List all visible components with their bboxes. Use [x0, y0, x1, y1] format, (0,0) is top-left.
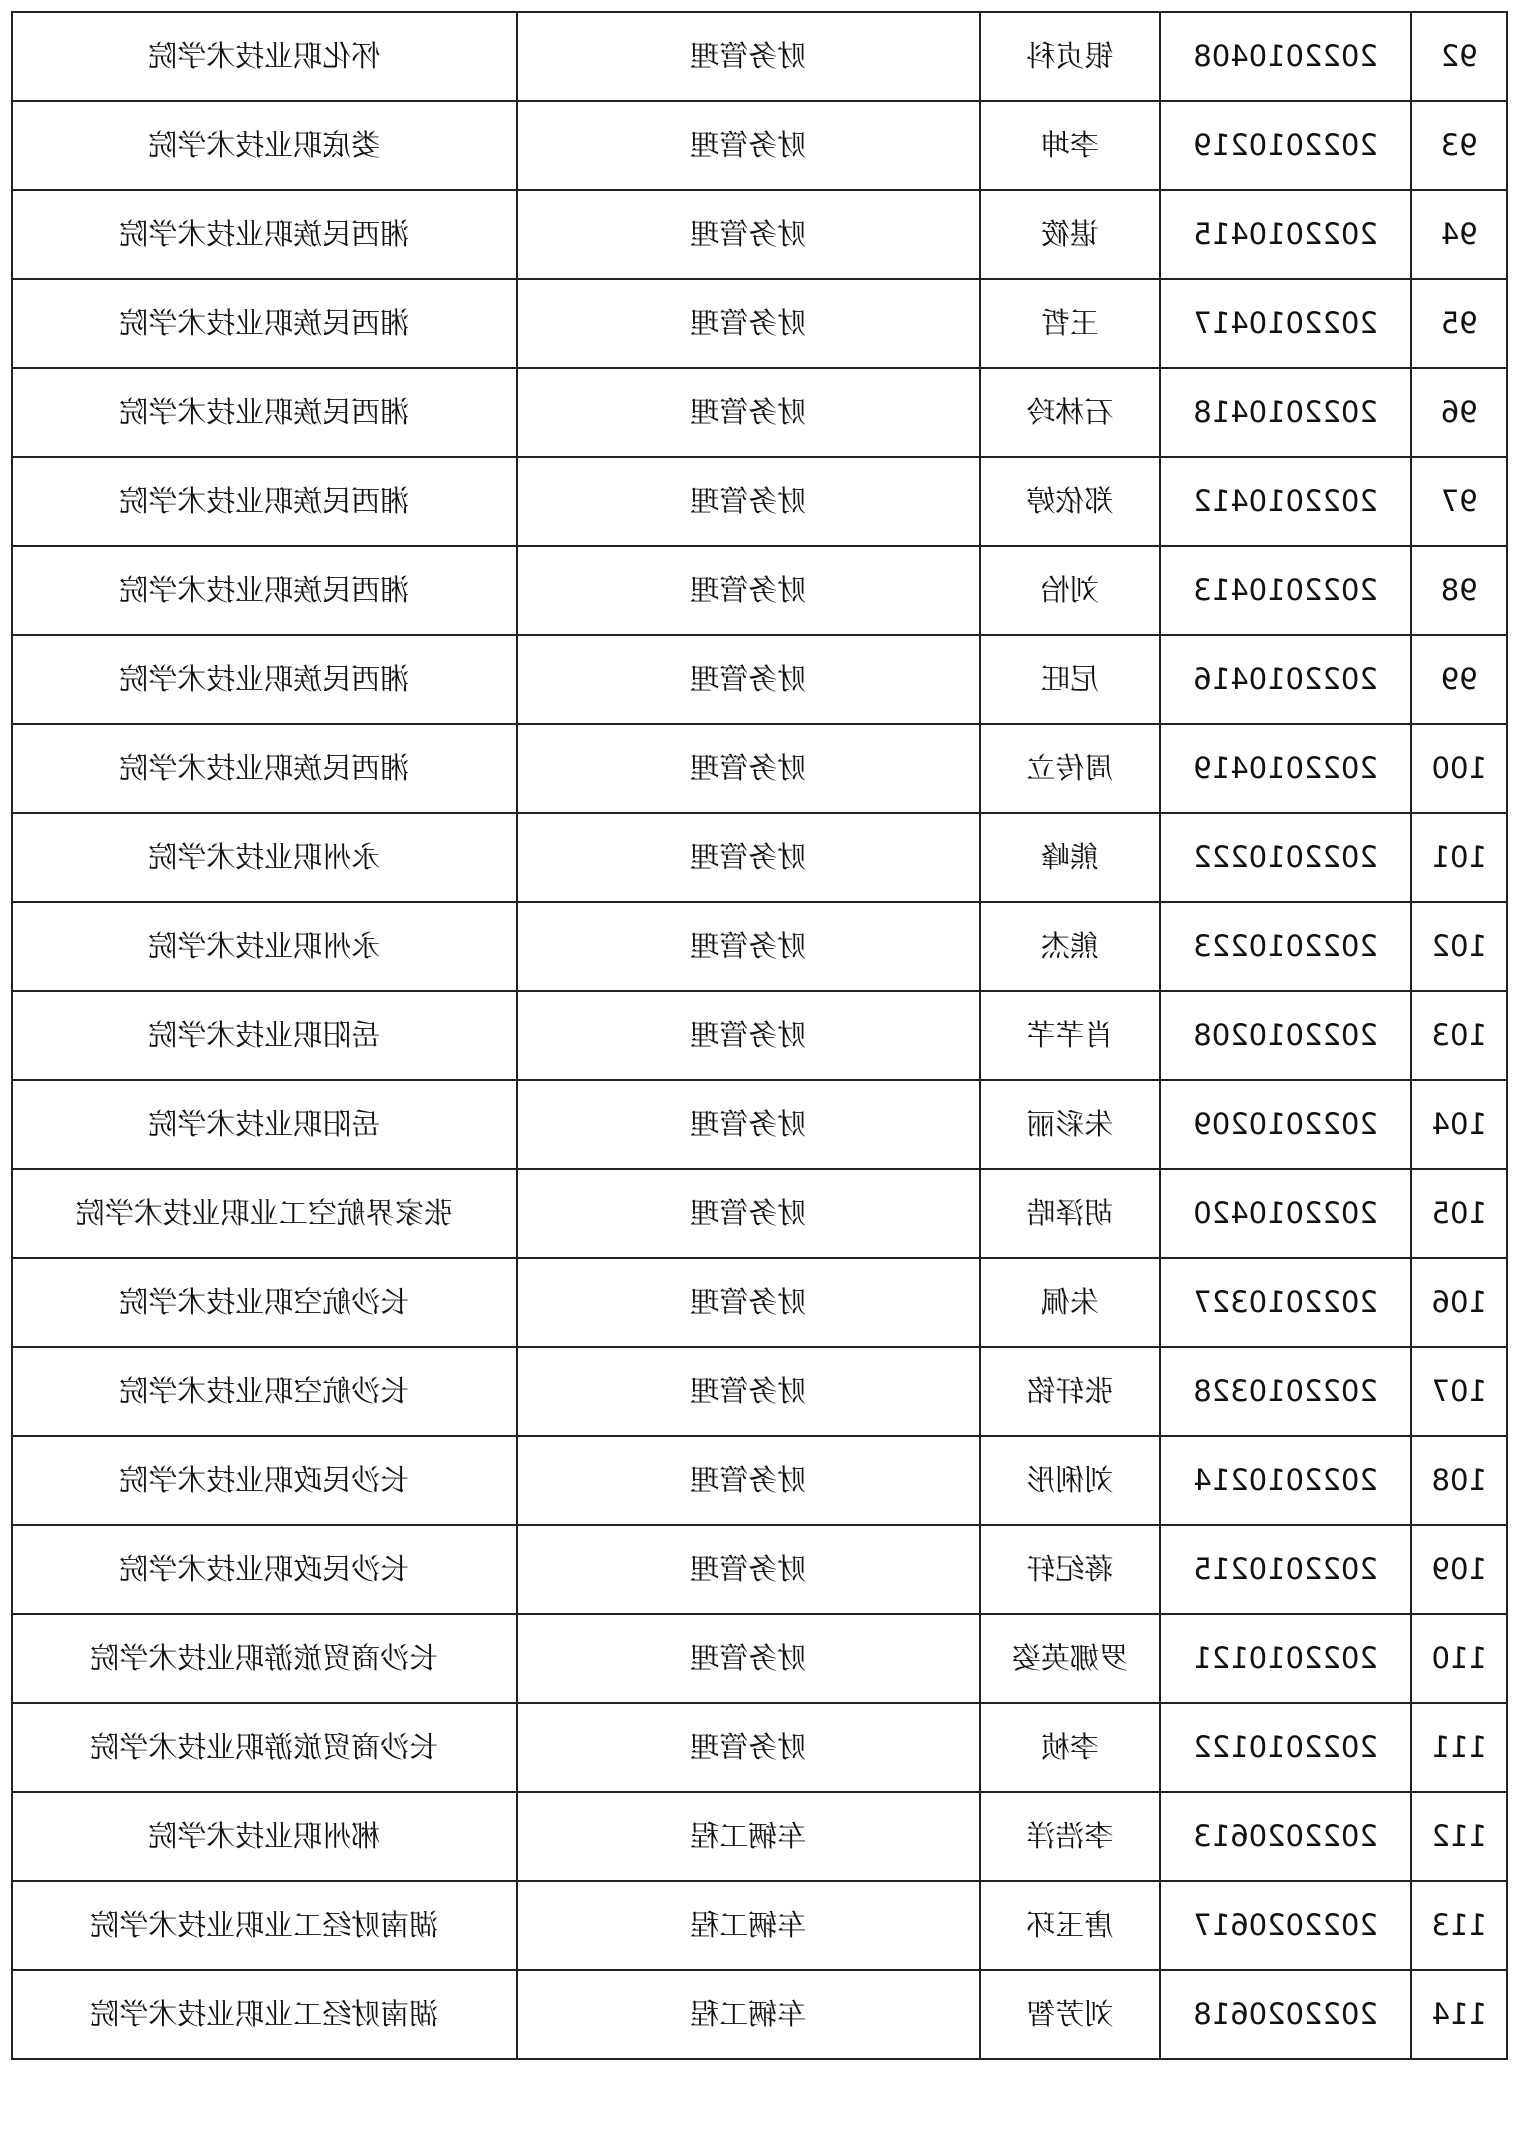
row-number-cell: 106 — [1411, 1258, 1507, 1347]
student-id-cell: 2022010121 — [1160, 1614, 1412, 1703]
school-cell: 怀化职业技术学院 — [12, 12, 517, 101]
major-cell: 财务管理 — [517, 1703, 980, 1792]
school-cell: 湘西民族职业技术学院 — [12, 457, 517, 546]
student-name-cell: 谌筱 — [980, 190, 1160, 279]
major-cell: 财务管理 — [517, 368, 980, 457]
major-cell: 财务管理 — [517, 1525, 980, 1614]
row-number-cell: 92 — [1411, 12, 1507, 101]
table-row — [12, 813, 1507, 902]
school-cell: 长沙商贸旅游职业技术学院 — [12, 1614, 517, 1703]
student-id-cell: 2022010122 — [1160, 1703, 1412, 1792]
table-row — [12, 457, 1507, 546]
table-row — [12, 1970, 1507, 2059]
row-number-cell: 114 — [1411, 1970, 1507, 2059]
school-cell: 永州职业技术学院 — [12, 902, 517, 991]
student-name-cell: 王哲 — [980, 279, 1160, 368]
school-cell: 永州职业技术学院 — [12, 813, 517, 902]
student-id-cell: 2022010413 — [1160, 546, 1412, 635]
student-id-cell: 2022010327 — [1160, 1258, 1412, 1347]
student-id-cell: 2022010208 — [1160, 991, 1412, 1080]
row-number-cell: 100 — [1411, 724, 1507, 813]
student-name-cell: 周传立 — [980, 724, 1160, 813]
school-cell: 长沙民政职业技术学院 — [12, 1436, 517, 1525]
row-number-cell: 112 — [1411, 1792, 1507, 1881]
student-name-cell: 朱佩 — [980, 1258, 1160, 1347]
row-number-cell: 111 — [1411, 1703, 1507, 1792]
row-number-cell: 101 — [1411, 813, 1507, 902]
major-cell: 财务管理 — [517, 902, 980, 991]
student-id-cell: 2022020613 — [1160, 1792, 1412, 1881]
row-number-cell: 94 — [1411, 190, 1507, 279]
major-cell: 财务管理 — [517, 1347, 980, 1436]
student-id-cell: 2022010219 — [1160, 101, 1412, 190]
school-cell: 湘西民族职业技术学院 — [12, 546, 517, 635]
table-row — [12, 1169, 1507, 1258]
student-id-cell: 2022020617 — [1160, 1881, 1412, 1970]
student-name-cell: 尼旺 — [980, 635, 1160, 724]
major-cell: 车辆工程 — [517, 1970, 980, 2059]
school-cell: 长沙航空职业技术学院 — [12, 1347, 517, 1436]
table-row — [12, 1614, 1507, 1703]
school-cell: 湘西民族职业技术学院 — [12, 190, 517, 279]
student-id-cell: 2022010418 — [1160, 368, 1412, 457]
row-number-cell: 109 — [1411, 1525, 1507, 1614]
school-cell: 长沙商贸旅游职业技术学院 — [12, 1703, 517, 1792]
major-cell: 车辆工程 — [517, 1792, 980, 1881]
major-cell: 车辆工程 — [517, 1881, 980, 1970]
major-cell: 财务管理 — [517, 12, 980, 101]
table-row — [12, 190, 1507, 279]
student-id-cell: 2022010214 — [1160, 1436, 1412, 1525]
row-number-cell: 108 — [1411, 1436, 1507, 1525]
row-number-cell: 93 — [1411, 101, 1507, 190]
major-cell: 财务管理 — [517, 546, 980, 635]
student-name-cell: 银贞科 — [980, 12, 1160, 101]
student-id-cell: 2022010419 — [1160, 724, 1412, 813]
student-id-cell: 2022010415 — [1160, 190, 1412, 279]
student-id-cell: 2022010416 — [1160, 635, 1412, 724]
student-id-cell: 2022010223 — [1160, 902, 1412, 991]
student-name-cell: 唐玉环 — [980, 1881, 1160, 1970]
student-name-cell: 朱彩丽 — [980, 1080, 1160, 1169]
row-number-cell: 107 — [1411, 1347, 1507, 1436]
school-cell: 张家界航空工业职业技术学院 — [12, 1169, 517, 1258]
student-name-cell: 郑依婷 — [980, 457, 1160, 546]
row-number-cell: 98 — [1411, 546, 1507, 635]
row-number-cell: 99 — [1411, 635, 1507, 724]
table-row — [12, 368, 1507, 457]
student-name-cell: 罗娜英姿 — [980, 1614, 1160, 1703]
student-name-cell: 肖芊芊 — [980, 991, 1160, 1080]
school-cell: 湘西民族职业技术学院 — [12, 368, 517, 457]
student-name-cell: 刘俐彤 — [980, 1436, 1160, 1525]
table-row — [12, 635, 1507, 724]
table-row — [12, 1436, 1507, 1525]
school-cell: 娄底职业技术学院 — [12, 101, 517, 190]
school-cell: 岳阳职业技术学院 — [12, 991, 517, 1080]
major-cell: 财务管理 — [517, 279, 980, 368]
school-cell: 湘西民族职业技术学院 — [12, 635, 517, 724]
row-number-cell: 95 — [1411, 279, 1507, 368]
table-row — [12, 1080, 1507, 1169]
row-number-cell: 97 — [1411, 457, 1507, 546]
student-id-cell: 2022010222 — [1160, 813, 1412, 902]
major-cell: 财务管理 — [517, 635, 980, 724]
table-row — [12, 279, 1507, 368]
row-number-cell: 113 — [1411, 1881, 1507, 1970]
student-id-cell: 2022010417 — [1160, 279, 1412, 368]
student-name-cell: 张轩铭 — [980, 1347, 1160, 1436]
table-row — [12, 1881, 1507, 1970]
table-row — [12, 12, 1507, 101]
major-cell: 财务管理 — [517, 1169, 980, 1258]
school-cell: 湖南财经工业职业技术学院 — [12, 1970, 517, 2059]
student-id-cell: 2022010209 — [1160, 1080, 1412, 1169]
table-row — [12, 991, 1507, 1080]
table-row — [12, 1792, 1507, 1881]
major-cell: 财务管理 — [517, 724, 980, 813]
table-row — [12, 1525, 1507, 1614]
row-number-cell: 96 — [1411, 368, 1507, 457]
major-cell: 财务管理 — [517, 101, 980, 190]
school-cell: 湖南财经工业职业技术学院 — [12, 1881, 517, 1970]
school-cell: 郴州职业技术学院 — [12, 1792, 517, 1881]
roster-table — [11, 11, 1508, 2060]
student-id-cell: 2022010420 — [1160, 1169, 1412, 1258]
student-name-cell: 蒋纪轩 — [980, 1525, 1160, 1614]
school-cell: 湘西民族职业技术学院 — [12, 279, 517, 368]
student-name-cell: 石林玲 — [980, 368, 1160, 457]
student-id-cell: 2022010408 — [1160, 12, 1412, 101]
school-cell: 长沙民政职业技术学院 — [12, 1525, 517, 1614]
row-number-cell: 103 — [1411, 991, 1507, 1080]
student-id-cell: 2022020618 — [1160, 1970, 1412, 2059]
student-id-cell: 2022010412 — [1160, 457, 1412, 546]
table-row — [12, 101, 1507, 190]
table-row — [12, 724, 1507, 813]
row-number-cell: 105 — [1411, 1169, 1507, 1258]
table-row — [12, 546, 1507, 635]
major-cell: 财务管理 — [517, 813, 980, 902]
student-name-cell: 刘怡 — [980, 546, 1160, 635]
major-cell: 财务管理 — [517, 190, 980, 279]
school-cell: 湘西民族职业技术学院 — [12, 724, 517, 813]
student-id-cell: 2022010328 — [1160, 1347, 1412, 1436]
student-name-cell: 李浩洋 — [980, 1792, 1160, 1881]
major-cell: 财务管理 — [517, 991, 980, 1080]
student-name-cell: 胡泽晧 — [980, 1169, 1160, 1258]
table-row — [12, 1347, 1507, 1436]
major-cell: 财务管理 — [517, 1436, 980, 1525]
school-cell: 长沙航空职业技术学院 — [12, 1258, 517, 1347]
student-name-cell: 李桢 — [980, 1703, 1160, 1792]
student-name-cell: 熊峰 — [980, 813, 1160, 902]
student-name-cell: 熊杰 — [980, 902, 1160, 991]
student-name-cell: 刘芳智 — [980, 1970, 1160, 2059]
student-id-cell: 2022010215 — [1160, 1525, 1412, 1614]
roster-body — [12, 12, 1507, 2059]
row-number-cell: 102 — [1411, 902, 1507, 991]
school-cell: 岳阳职业技术学院 — [12, 1080, 517, 1169]
major-cell: 财务管理 — [517, 1614, 980, 1703]
row-number-cell: 110 — [1411, 1614, 1507, 1703]
table-row — [12, 902, 1507, 991]
table-row — [12, 1703, 1507, 1792]
major-cell: 财务管理 — [517, 457, 980, 546]
major-cell: 财务管理 — [517, 1080, 980, 1169]
major-cell: 财务管理 — [517, 1258, 980, 1347]
table-row — [12, 1258, 1507, 1347]
student-name-cell: 李坤 — [980, 101, 1160, 190]
row-number-cell: 104 — [1411, 1080, 1507, 1169]
